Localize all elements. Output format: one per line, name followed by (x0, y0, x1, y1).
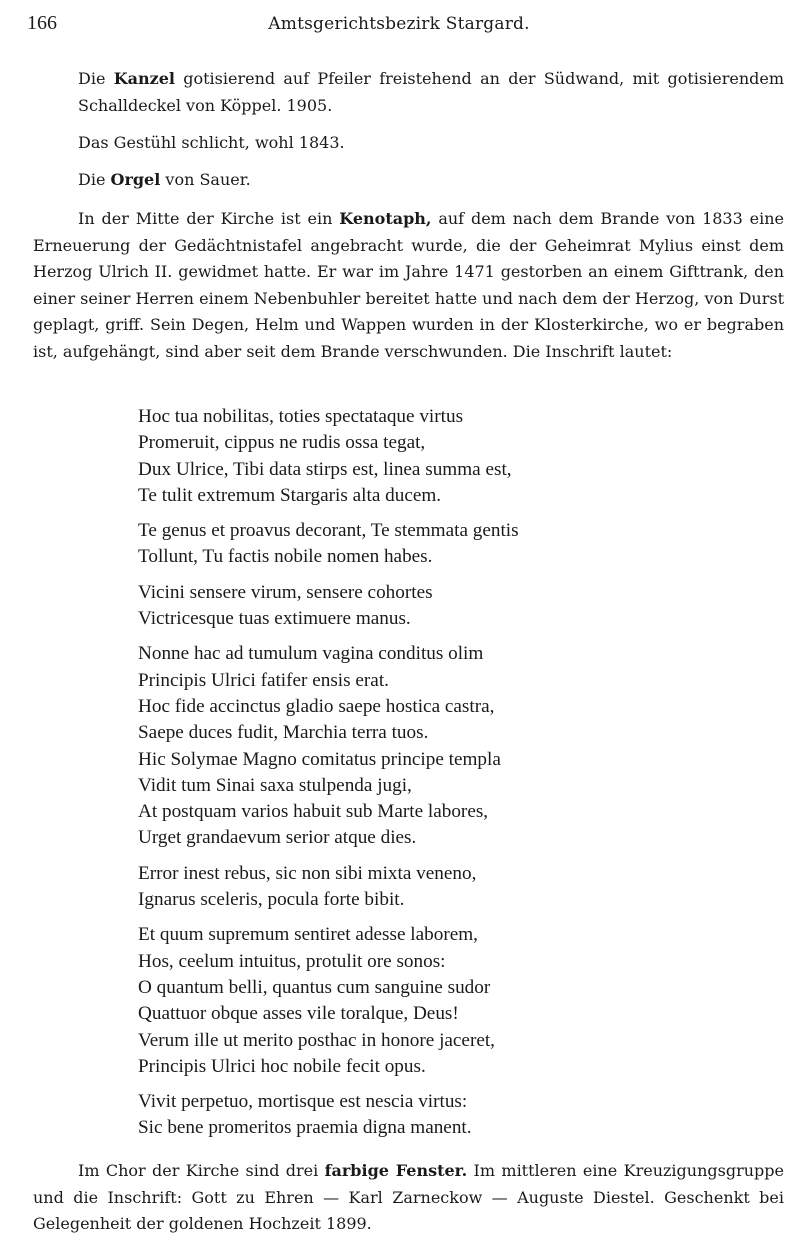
stanza-gap (138, 913, 698, 922)
verse-line: Urget grandaevum serior atque dies. (138, 827, 417, 849)
verse-line: Et quum supremum sentiret adesse laborem, (138, 924, 478, 946)
paragraph-fenster: Im Chor der Kirche sind drei farbige Fenster. Im mittleren eine Kreuzigungsgruppe und die Inschrift: Gott zu Ehren — Karl Zarneckow — Auguste Diestel. Geschenkt bei Gelegenheit der goldenen Hochzeit 1899. (33, 1161, 784, 1234)
verse-line: Hos, ceelum intuitus, protulit ore sonos: (138, 950, 446, 972)
stanza-gap (138, 571, 698, 580)
verse-line: Vivit perpetuo, mortisque est nescia virtus: (138, 1091, 468, 1113)
verse-line: Error inest rebus, sic non sibi mixta veneno, (138, 862, 477, 884)
term-orgel: Orgel (110, 170, 161, 189)
verse-line: Hic Solymae Magno comitatus principe templa (138, 748, 501, 770)
page-number: 166 (27, 12, 57, 34)
stanza-gap (138, 852, 698, 861)
verse-line: Tollunt, Tu factis nobile nomen habes. (138, 546, 433, 568)
verse-line: Principis Ulrici fatifer ensis erat. (138, 669, 389, 691)
term-kanzel: Kanzel (113, 69, 175, 88)
verse-line: Quattuor obque asses vile toralque, Deus! (138, 1003, 459, 1025)
term-fenster: farbige Fenster. (324, 1161, 468, 1180)
verse-line: Te tulit extremum Stargaris alta ducem. (138, 484, 442, 506)
verse-line: Saepe duces fudit, Marchia terra tuos. (138, 722, 429, 744)
running-title: Amtsgerichtsbezirk Stargard. (268, 14, 530, 34)
verse-line: O quantum belli, quantus cum sanguine sudor (138, 976, 491, 998)
verse-line: Hoc fide accinctus gladio saepe hostica castra, (138, 695, 495, 717)
verse-line: Sic bene promeritos praemia digna manent. (138, 1117, 472, 1139)
verse-line: Ignarus sceleris, pocula forte bibit. (138, 889, 405, 911)
verse-line: Hoc tua nobilitas, toties spectataque virtus (138, 406, 464, 427)
verse-line: Promeruit, cippus ne rudis ossa tegat, (138, 432, 426, 454)
verse-line: Vidit tum Sinai saxa stulpenda jugi, (138, 774, 412, 796)
verse-line: Te genus et proavus decorant, Te stemmata gentis (138, 520, 519, 542)
verse-line: Principis Ulrici hoc nobile fecit opus. (138, 1055, 426, 1077)
page-header (0, 12, 798, 42)
verse-line: Verum ille ut merito posthac in honore jaceret, (138, 1029, 495, 1051)
paragraph-kanzel: Die Kanzel gotisierend auf Pfeiler freistehend an der Südwand, mit gotisierendem Schalldeckel von Köppel. 1905. (78, 69, 785, 115)
stanza-gap (138, 509, 698, 518)
paragraph-gestuehl: Das Gestühl schlicht, wohl 1843. (78, 133, 345, 152)
stanza-gap (138, 1080, 698, 1089)
stanza-gap (138, 632, 698, 641)
verse-line: Victricesque tuas extimuere manus. (138, 608, 411, 630)
paragraph-kenotaph: In der Mitte der Kirche ist ein Kenotaph, auf dem nach dem Brande von 1833 eine Erneuerung der Gedächtnistafel angebracht wurde, die der Geheimrat Mylius einst dem Herzog Ulrich II. gewidmet hatte. Er war im Jahre 1471 gestorben an einem Gifttrank, den einer seiner Herren einem Nebenbuhler bereitet hatte und nach dem der Herzog, von Durst geplagt, griff. Sein Degen, Helm und Wappen wurden in der Klosterkirche, wo er begraben ist, aufgehängt, sind aber seit dem Brande verschwunden. Die Inschrift lautet: (33, 209, 785, 361)
verse-line: Dux Ulrice, Tibi data stirps est, linea summa est, (138, 458, 512, 480)
verse-line: At postquam varios habuit sub Marte labores, (138, 801, 489, 823)
inscription-verse (138, 404, 698, 1142)
paragraph-orgel: Die Orgel von Sauer. (78, 170, 251, 189)
term-kenotaph: Kenotaph, (339, 209, 432, 228)
verse-line: Nonne hac ad tumulum vagina conditus olim (138, 643, 484, 665)
verse-line: Vicini sensere virum, sensere cohortes (138, 581, 433, 603)
